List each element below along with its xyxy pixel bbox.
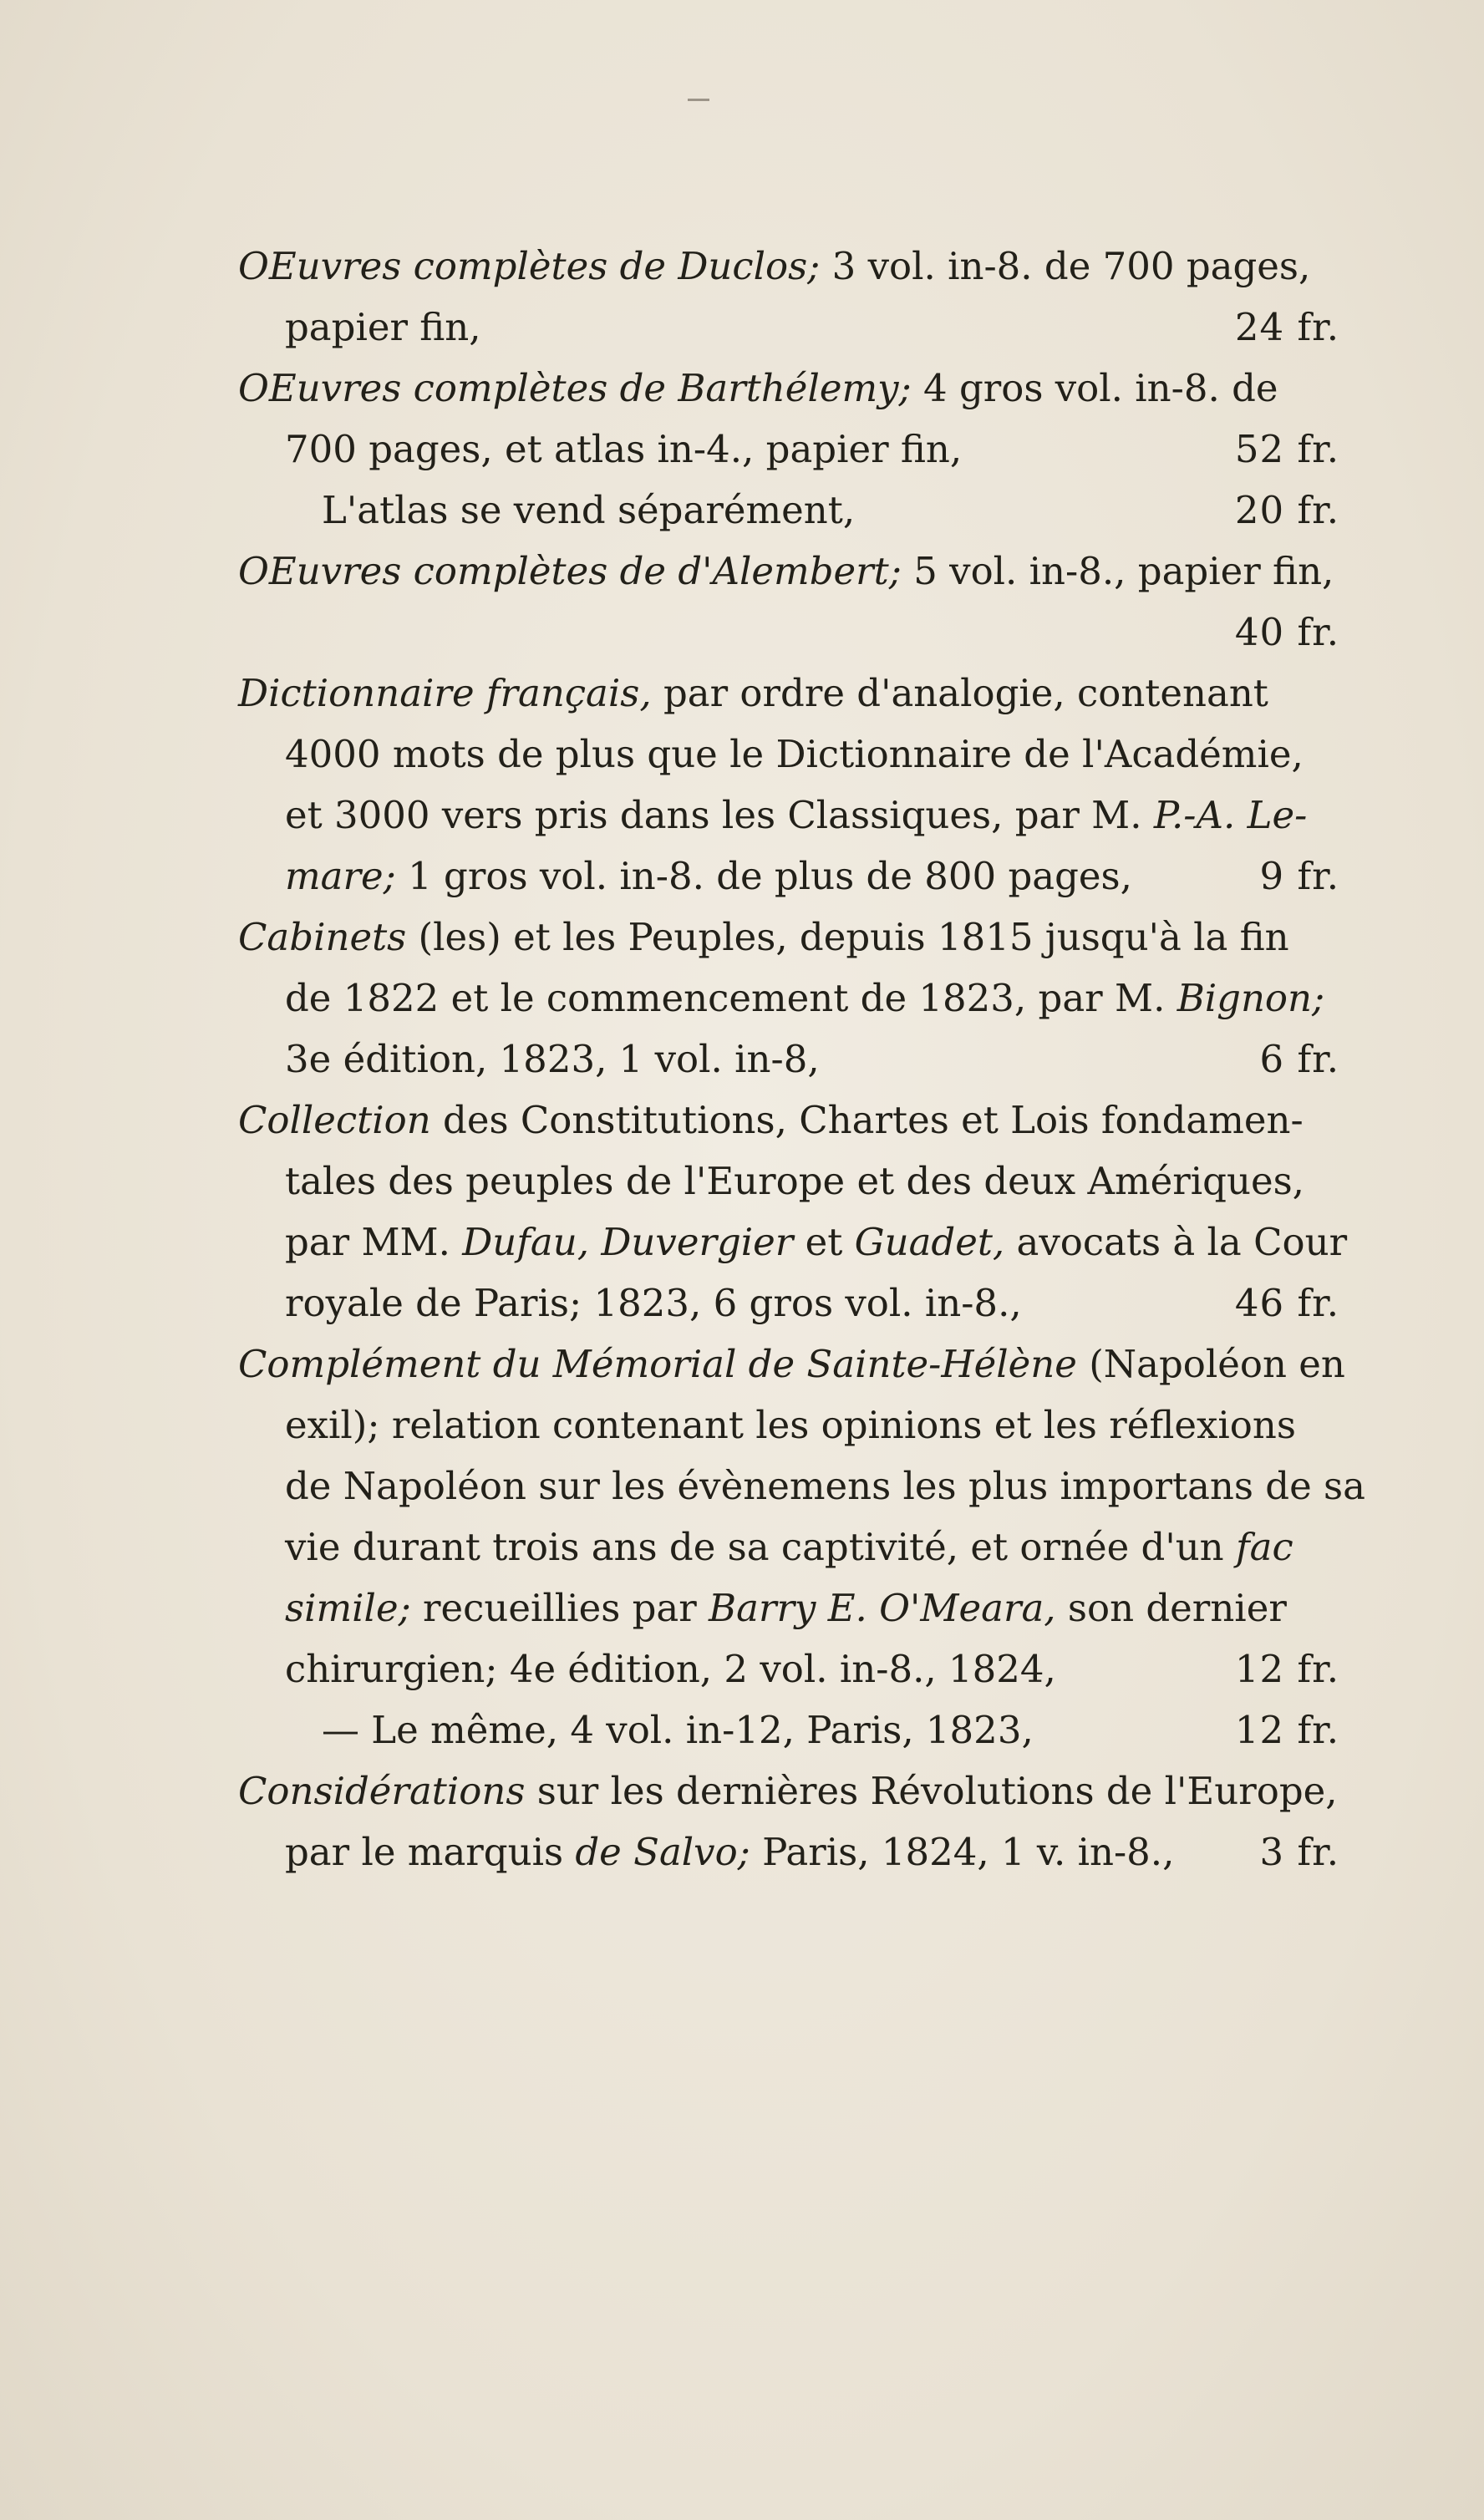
price: 40 fr. [1234,610,1339,654]
roman-text: 4000 mots de plus que le Dictionnaire de l'Académie, [285,732,1304,776]
entry-line [238,846,1339,907]
top-dash-mark [688,99,709,101]
line-text [238,1090,1304,1151]
entry-line [238,907,1339,968]
line-text [238,541,1334,602]
catalogue-entry [238,358,1339,541]
entry-line [238,968,1339,1029]
line-text [285,1029,820,1090]
catalogue-entry [238,907,1339,1090]
entry-line [238,1395,1339,1456]
catalogue-entry [238,541,1339,663]
entry-line [238,1456,1365,1517]
roman-text: 3 vol. in-8. de 700 pages, [820,244,1311,288]
entry-line [238,236,1339,297]
entry-line [238,1639,1339,1699]
entry-line [238,1821,1339,1882]
entry-line [238,1578,1339,1639]
roman-text: recueillies par [410,1586,709,1630]
italic-text: Considérations [238,1769,526,1813]
entry-line [238,1212,1348,1273]
catalogue-text-block [238,236,1365,1882]
roman-text: sur les dernières Révolutions de l'Europe, [525,1769,1338,1813]
entry-line [238,602,1339,663]
italic-text: Complément du Mémorial de Sainte-Hélène [238,1342,1077,1386]
roman-text: et 3000 vers pris dans les Classiques, par M. [285,793,1154,837]
catalogue-entry [238,1334,1365,1760]
italic-text: Collection [238,1098,431,1142]
italic-text: OEuvres complètes de d'Alembert; [238,549,902,593]
roman-text: 5 vol. in-8., papier fin, [901,549,1334,593]
line-text [285,968,1324,1029]
price: 20 fr. [1234,488,1339,532]
entry-line [238,1151,1339,1212]
line-text [285,1517,1293,1578]
roman-text: avocats à la Cour [1004,1220,1348,1264]
line-text [238,236,1310,297]
line-text [285,1821,1174,1882]
roman-text: (les) et les Peuples, depuis 1815 jusqu'à la fin [406,915,1289,959]
roman-text: et [793,1220,855,1264]
roman-text: chirurgien; 4e édition, 2 vol. in-8., 1824, [285,1647,1056,1691]
roman-text: par MM. [285,1220,463,1264]
roman-text: Paris, 1824, 1 v. in-8., [750,1830,1175,1874]
roman-text: par ordre d'analogie, contenant [651,671,1268,715]
price: 52 fr. [1234,427,1339,471]
line-text [285,1151,1304,1212]
entry-line [238,1029,1339,1090]
roman-text: tales des peuples de l'Europe et des deux Amériques, [285,1159,1304,1203]
entry-line [238,1760,1339,1821]
italic-text: simile; [285,1586,411,1630]
entry-line [238,785,1339,846]
entry-line [238,297,1339,358]
price: 6 fr. [1259,1037,1339,1081]
entry-line [238,724,1339,785]
line-text [285,1639,1056,1699]
line-text [285,1212,1347,1273]
roman-text: royale de Paris; 1823, 6 gros vol. in-8., [285,1281,1022,1325]
catalogue-entry [238,1090,1348,1334]
italic-text: mare; [285,854,396,898]
entry-line [238,480,1339,541]
roman-text: 3e édition, 1823, 1 vol. in-8, [285,1037,820,1081]
line-text [285,724,1304,785]
line-text [238,907,1289,968]
entry-line [238,1334,1345,1395]
price: 24 fr. [1234,305,1339,349]
italic-text: de Salvo; [575,1830,750,1874]
roman-text: exil); relation contenant les opinions et les réflexions [285,1403,1296,1447]
roman-text: des Constitutions, Chartes et Lois fondamen- [430,1098,1304,1142]
roman-text: 700 pages, et atlas in-4., papier fin, [285,427,963,471]
italic-text: P.-A. Le- [1153,793,1308,837]
line-text [238,663,1268,724]
roman-text: de Napoléon sur les évènemens les plus importans de sa [285,1464,1365,1508]
line-text [285,1273,1022,1334]
catalogue-entry [238,236,1339,358]
italic-text: Barry E. O'Meara, [709,1586,1056,1630]
roman-text: son dernier [1055,1586,1287,1630]
price: 46 fr. [1234,1281,1339,1325]
italic-text: Dictionnaire français, [238,671,652,715]
entry-line [238,1090,1339,1151]
italic-text: Dufau, Duvergier [462,1220,794,1264]
roman-text: 4 gros vol. in-8. de [911,366,1278,410]
line-text [285,785,1307,846]
roman-text: — Le même, 4 vol. in-12, Paris, 1823, [322,1708,1034,1752]
line-text [285,1578,1287,1639]
price: 9 fr. [1259,854,1339,898]
italic-text: Bignon; [1177,976,1325,1020]
line-text [285,419,962,480]
line-text [285,846,1132,907]
price: 12 fr. [1234,1647,1339,1691]
line-text [322,480,855,541]
entry-line [238,1273,1339,1334]
entry-line [238,1699,1339,1760]
catalogue-entry [238,1760,1339,1882]
entry-line [238,663,1339,724]
roman-text: papier fin, [285,305,481,349]
line-text [238,358,1278,419]
line-text [285,1395,1296,1456]
roman-text: (Napoléon en [1076,1342,1345,1386]
roman-text: L'atlas se vend séparément, [322,488,856,532]
roman-text: vie durant trois ans de sa captivité, et ornée d'un [285,1525,1236,1569]
line-text [285,1456,1365,1517]
entry-line [238,541,1339,602]
price: 3 fr. [1259,1830,1339,1874]
entry-line [238,1517,1339,1578]
line-text [238,1760,1338,1821]
italic-text: OEuvres complètes de Duclos; [238,244,821,288]
entry-line [238,358,1339,419]
italic-text: fac [1235,1525,1293,1569]
italic-text: Guadet, [854,1220,1005,1264]
roman-text: 1 gros vol. in-8. de plus de 800 pages, [395,854,1132,898]
italic-text: OEuvres complètes de Barthélemy; [238,366,912,410]
line-text [322,1699,1034,1760]
entry-line [238,419,1339,480]
line-text [238,1334,1345,1395]
roman-text: par le marquis [285,1830,576,1874]
price: 12 fr. [1234,1708,1339,1752]
catalogue-entry [238,663,1339,907]
roman-text: de 1822 et le commencement de 1823, par M. [285,976,1177,1020]
line-text [285,297,481,358]
italic-text: Cabinets [238,915,407,959]
